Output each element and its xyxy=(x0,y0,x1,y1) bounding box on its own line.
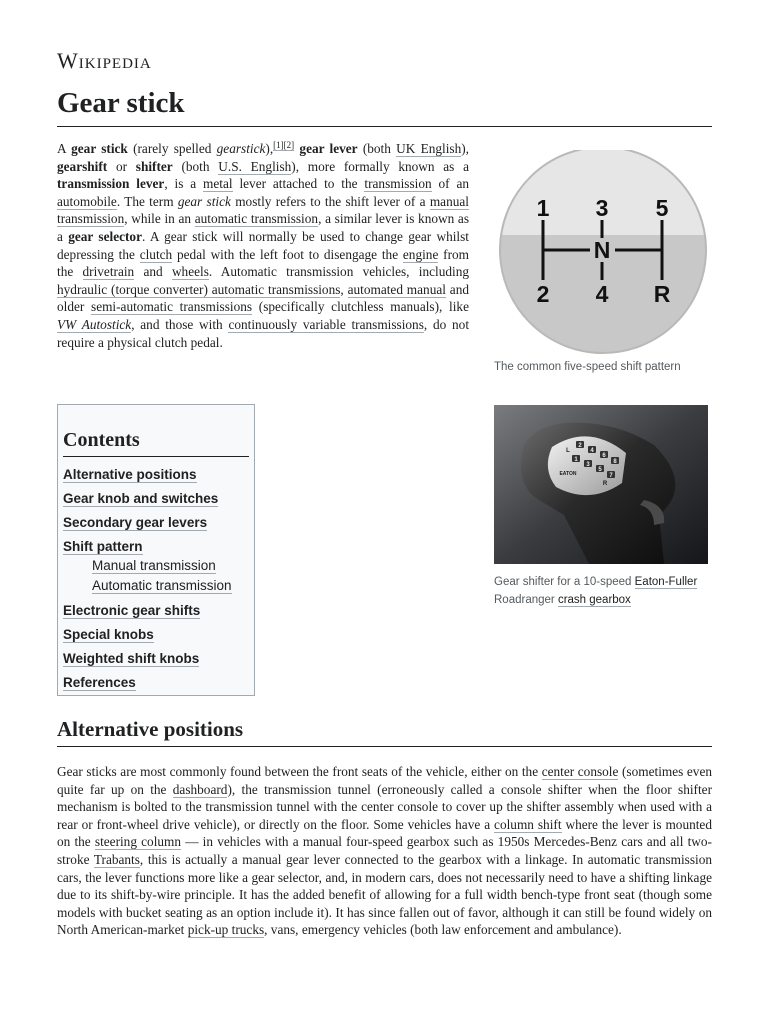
knob-gear-6: 6 xyxy=(602,453,606,459)
shift-pattern-diagram[interactable] xyxy=(494,150,712,354)
toc-heading: Contents xyxy=(63,429,249,457)
knob-gear-8: 8 xyxy=(613,459,617,465)
shift-pattern-figure xyxy=(494,150,712,376)
link-clutch[interactable]: clutch xyxy=(139,246,173,262)
link-uk-english[interactable]: UK English xyxy=(396,141,462,156)
table-of-contents xyxy=(57,404,255,696)
link-vw-autostick[interactable]: VW Autostick xyxy=(57,316,132,332)
gear-label-1: 1 xyxy=(536,195,550,221)
toc-item-weighted-shift-knobs[interactable]: Weighted shift knobs xyxy=(63,650,200,666)
reference-link-2[interactable]: [2] xyxy=(283,139,295,150)
toc-item-references[interactable]: References xyxy=(63,674,136,690)
section-paragraph: Gear sticks are most commonly found between the front seats of the vehicle, either on the center console (sometimes even quite far up on the dashboard), the transmission tunnel (erroneously called a console shifter when the floor shifter mechanism is bolted to the transmission tunnel with the center console to cover up the shifter assembly when used with a rear or front-wheel drive vehicle), or directly on the floor. Some vehicles have a column shift where the lever is mounted on the steering column — in vehicles with a manual four-speed gearbox such as 1950s Mercedes-Benz cars and all two-stroke Trabants, this is actually a manual gear lever connected to the gearbox with a linkage. In automatic transmission cars, the lever functions more like a gear selector, and, in modern cars, does not necessarily need to have a shifting linkage due to its shift-by-wire principle. It has the added benefit of allowing for a full width bench-type front seat (though some models with bucket seating as an option include it). It has since fallen out of favor, although it can still be found widely on North American-market pick-up trucks, vans, emergency vehicles (both law enforcement and ambulance). xyxy=(57,764,712,938)
toc-subitem-automatic-transmission[interactable]: Automatic transmission xyxy=(92,578,232,594)
knob-gear-2: 2 xyxy=(578,443,582,449)
knob-gear-7: 7 xyxy=(609,473,613,479)
section-heading-alternative-positions: Alternative positions xyxy=(57,716,712,747)
link-center-console[interactable]: center console xyxy=(541,764,619,779)
knob-gear-3: 3 xyxy=(586,462,590,468)
link-automobile[interactable]: automobile xyxy=(57,193,117,209)
link-engine[interactable]: engine xyxy=(402,246,439,262)
link-semi-automatic[interactable]: semi-automatic transmissions xyxy=(91,299,253,315)
knob-gear-1: 1 xyxy=(574,457,578,463)
toc-item-electronic-gear-shifts[interactable]: Electronic gear shifts xyxy=(63,603,201,619)
knob-gear-5: 5 xyxy=(598,467,602,473)
reference-link-1[interactable]: [1] xyxy=(273,139,284,150)
toc-list xyxy=(63,463,249,695)
knob-gear-low: L xyxy=(566,448,570,454)
gear-label-5: 5 xyxy=(655,195,669,221)
link-wheels[interactable]: wheels xyxy=(171,264,209,280)
link-crash-gearbox[interactable]: crash gearbox xyxy=(557,594,631,606)
toc-item-special-knobs[interactable]: Special knobs xyxy=(63,627,154,643)
toc-item-secondary-gear-levers[interactable]: Secondary gear levers xyxy=(63,514,208,530)
gear-knob-figure xyxy=(494,405,708,609)
gear-label-3: 3 xyxy=(595,195,609,221)
link-transmission[interactable]: transmission xyxy=(364,176,432,192)
figure-caption: Gear shifter for a 10-speed Eaton-Fuller Roadranger crash gearbox xyxy=(494,576,698,606)
toc-item-gear-knob[interactable]: Gear knob and switches xyxy=(63,490,219,506)
wikipedia-wordmark[interactable]: Wikipedia xyxy=(57,48,152,73)
link-manual-transmission[interactable]: manual transmission xyxy=(57,193,469,227)
link-dashboard[interactable]: dashboard xyxy=(172,781,228,797)
knob-gear-4: 4 xyxy=(590,448,594,454)
toc-item-alternative-positions[interactable]: Alternative positions xyxy=(63,467,197,482)
gear-label-4: 4 xyxy=(595,281,609,307)
link-steering-column[interactable]: steering column xyxy=(94,834,182,850)
page-title: Gear stick xyxy=(57,84,712,127)
lead-paragraph: A gear stick (rarely spelled gearstick),[1][2] gear lever (both UK English), gearshift or shifter (both U.S. English), more formally known as a transmission lever, is a metal lever attached to the transmission of an automobile. The term gear stick mostly refers to the shift lever of a manual transmission, while in an automatic transmission, a similar lever is known as a gear selector. A gear stick will normally be used to change gear whilst depressing the clutch pedal with the left foot to disengage the engine from the drivetrain and wheels. Automatic transmission vehicles, including hydraulic (torque converter) automatic transmissions, automated manual and older semi-automatic transmissions (specifically clutchless manuals), like VW Autostick, and those with continuously variable transmissions, do not require a physical clutch pedal. xyxy=(57,139,470,350)
knob-brand-mark: EATON xyxy=(559,471,577,477)
gear-knob-photo[interactable] xyxy=(494,405,708,564)
toc-item-shift-pattern[interactable]: Shift pattern xyxy=(63,539,143,555)
link-cvt[interactable]: continuously variable transmissions xyxy=(228,316,424,332)
link-column-shift[interactable]: column shift xyxy=(494,816,562,832)
gear-label-2: 2 xyxy=(536,281,550,307)
gear-label-neutral: N xyxy=(593,237,611,263)
link-metal[interactable]: metal xyxy=(203,176,233,192)
link-trabants[interactable]: Trabants xyxy=(93,851,140,867)
link-pickup-trucks[interactable]: pick-up trucks xyxy=(187,922,265,938)
link-automated-manual[interactable]: automated manual xyxy=(347,281,446,297)
toc-subitem-manual-transmission[interactable]: Manual transmission xyxy=(92,558,216,574)
link-eaton-fuller[interactable]: Eaton-Fuller xyxy=(634,576,698,588)
link-automatic-transmission[interactable]: automatic transmission xyxy=(194,211,319,227)
gear-label-reverse: R xyxy=(653,281,671,307)
figure-caption: The common five-speed shift pattern xyxy=(494,361,681,373)
link-hydraulic-automatic[interactable]: hydraulic (torque converter) automatic transmissions xyxy=(57,281,341,297)
link-us-english[interactable]: U.S. English xyxy=(218,158,292,174)
link-drivetrain[interactable]: drivetrain xyxy=(82,264,135,280)
knob-gear-reverse: R xyxy=(602,481,608,487)
